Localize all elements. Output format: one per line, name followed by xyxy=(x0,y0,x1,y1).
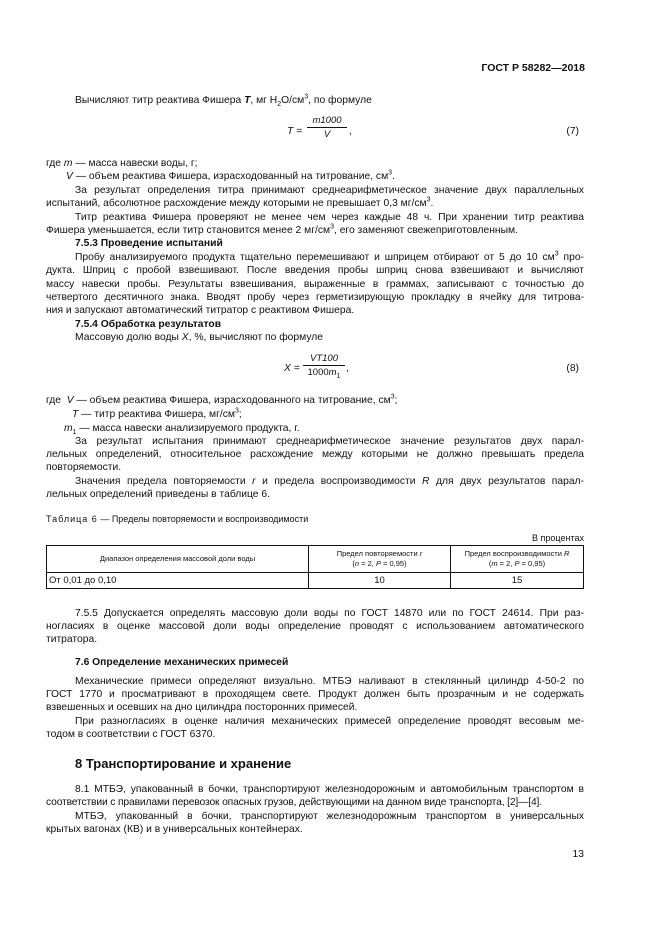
section-7-5-3-line2: дукта. Шприц с пробой взвешивают. После введения пробы шприц снова взвешивают и вычисляют xyxy=(46,265,584,276)
section-7-5-5-line2: ногласиях в оценке массовой доли воды определение проводят с использованием автоматического xyxy=(46,621,584,632)
table-header-reproducibility: Предел воспроизводимости R (m = 2, P = 0,95) xyxy=(451,546,584,573)
table-6 xyxy=(46,545,584,589)
page-number: 13 xyxy=(572,849,584,860)
section-8-p2-line1: МТБЭ, упакованный в бочки, транспортируют железнодорожным транспортом в универсальных xyxy=(75,811,584,822)
formula-8-comma: , xyxy=(346,363,349,374)
formula-7-lhs: T = xyxy=(287,126,303,137)
section-8-title: 8 Транспортирование и хранение xyxy=(75,756,292,771)
section-8-p1-line1: 8.1 МТБЭ, упакованный в бочки, транспортируют железнодорожным и автомобильным транспортом в xyxy=(75,784,584,795)
table-cell-repeatability: 10 xyxy=(309,573,451,589)
section-7-5-5-line1: 7.5.5 Допускается определять массовую доли воды по ГОСТ 14870 или по ГОСТ 24614. При раз- xyxy=(75,608,584,619)
formula-7-fraction: m1000 V xyxy=(307,115,347,140)
result-line2: лельных определений, относительное расхождение между которыми не должно превышать предела xyxy=(46,449,584,460)
titre-intro: Вычисляют титр реактива Фишера T, мг $H_2О/см^3$, по формуле xyxy=(75,93,372,109)
formula-7-comma: , xyxy=(349,126,352,137)
titre-check-line2: Фишера уменьшается, если титр становится менее 2 $мг/см^3$, его заменяют свежеприготовленным. xyxy=(46,223,518,236)
section-7-6-p2-line1: При разногласиях в оценке наличия механических примесей определение проводят весовым ме- xyxy=(75,716,584,727)
section-7-5-4-intro: Массовую долю воды X, %, вычисляют по формуле xyxy=(75,332,323,343)
formula-8-lhs: X = xyxy=(284,363,300,374)
formula-8-number: (8) xyxy=(566,363,579,374)
section-7-5-4-title: 7.5.4 Обработка результатов xyxy=(75,319,222,330)
section-7-6-title: 7.6 Определение механических примесей xyxy=(75,657,289,668)
result-line3: повторяемости. xyxy=(46,462,122,473)
section-7-5-3-line1: Пробу анализируемого продукта тщательно перемешивают и шприцем отбирают от 5 до 10 $см^3$ про- xyxy=(75,250,584,263)
formula-8-fraction: VT100 $1000m_1$ xyxy=(303,353,345,378)
section-8-p2-line2: крытых вагонах (КВ) и в универсальных контейнерах. xyxy=(46,824,303,835)
document-id: ГОСТ Р 58282—2018 xyxy=(481,62,585,74)
section-7-6-p1-line3: взвешенных и осевших на дно цилиндра посторонних примесей. xyxy=(46,702,358,713)
where-8-v: где V — объем реактива Фишера, израсходованного на титрование, $см^3$; xyxy=(46,393,398,406)
section-7-5-3-line4: четвертого десятичного знака. Вводят пробу через герметизирующую прокладку в ячейку для титрова- xyxy=(46,292,584,303)
section-7-5-3-line3: массу навески пробы. Результаты взвешивания, выраженные в граммах, записывают с точностью до xyxy=(46,279,584,290)
titre-result-line2: испытаний, абсолютное расхождение между которыми не превышает 0,3 $мг/см^3$. xyxy=(46,196,434,209)
titre-check-line1: Титр реактива Фишера проверяют не менее чем через каждые 48 ч. При хранении титр реактива xyxy=(75,212,584,223)
where-7-m: где m — масса навески воды, г; xyxy=(46,158,198,169)
where-7-v: V — объем реактива Фишера, израсходованный на титрование, $см^3$. xyxy=(66,169,395,182)
limits-line1: Значения предела повторяемости r и предела воспроизводимости R для двух результатов парал- xyxy=(75,476,584,487)
where-8-m1: $m_1$ — масса навески анализируемого продукта, г. xyxy=(64,423,300,437)
formula-7-number: (7) xyxy=(566,126,579,137)
table-6-caption: Таблица 6 — Пределы повторяемости и воспроизводимости xyxy=(46,514,309,524)
section-7-5-3-line5: ния и запускают автоматический титратор с реактивом Фишера. xyxy=(46,305,355,316)
table-cell-reproducibility: 15 xyxy=(451,573,584,589)
section-7-6-p1-line1: Механические примеси определяют визуально. МТБЭ наливают в стеклянный цилиндр 4-50-2 по xyxy=(75,676,584,687)
section-7-5-5-line3: титратора. xyxy=(46,634,98,645)
section-7-5-3-title: 7.5.3 Проведение испытаний xyxy=(75,238,223,249)
where-8-t: T — титр реактива Фишера, $мг/см^3$; xyxy=(72,407,242,420)
table-header-repeatability: Предел повторяемости r (n = 2, P = 0,95) xyxy=(309,546,451,573)
result-line1: За результат испытания принимают среднеарифметическое значение результатов двух парал- xyxy=(75,436,584,447)
titre-result-line1: За результат определения титра принимают среднеарифметическое значение двух параллельных xyxy=(75,185,584,196)
limits-line2: лельных определений приведены в таблице 6. xyxy=(46,489,270,500)
table-6-units: В процентах xyxy=(532,533,584,543)
section-7-6-p1-line2: ГОСТ 1770 и просматривают в проходящем свете. Продукт должен быть прозрачным и не содержать xyxy=(46,689,584,700)
table-cell-range: От 0,01 до 0,10 xyxy=(47,573,309,589)
table-row xyxy=(47,573,584,589)
table-header-range: Диапазон определения массовой доли воды xyxy=(47,546,309,573)
section-7-6-p2-line2: тодом в соответствии с ГОСТ 6370. xyxy=(46,729,216,740)
section-8-p1-line2: соответствии с правилами перевозок опасных грузов, действующими на данном виде транспорта, [2]—[4]. xyxy=(46,797,542,808)
